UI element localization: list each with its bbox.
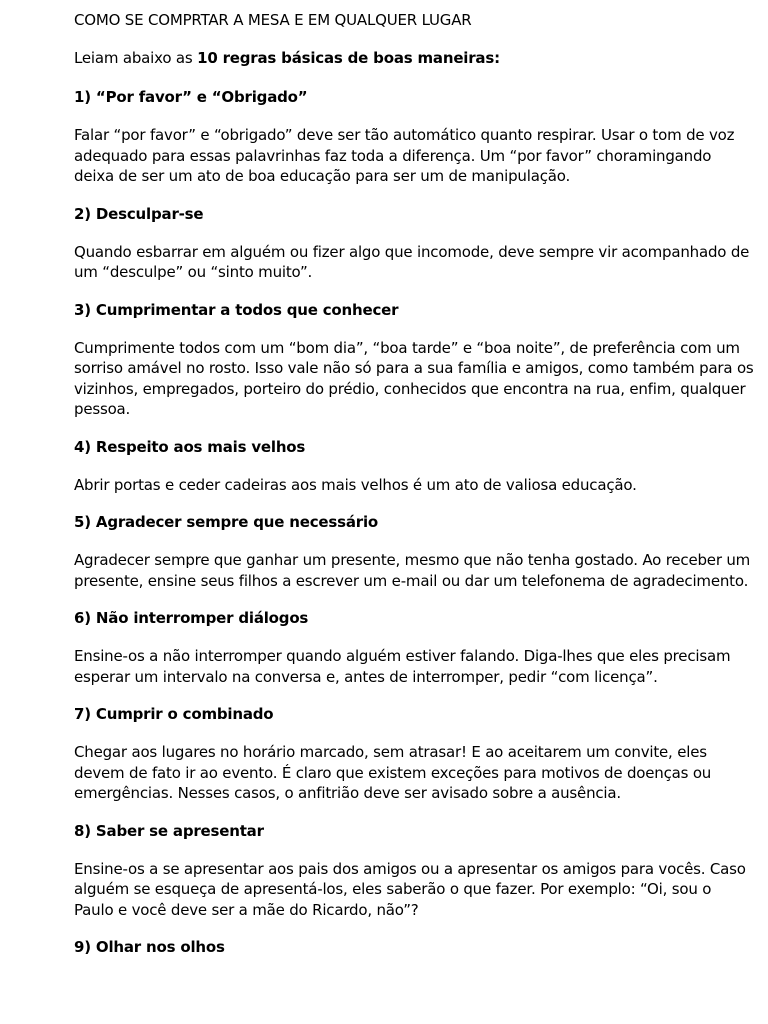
section-5	[74, 512, 754, 591]
section-heading: 8) Saber se apresentar	[74, 821, 264, 840]
section-8	[74, 821, 754, 921]
section-paragraph: Falar “por favor” e “obrigado” deve ser tão automático quanto respirar. Usar o tom de voz adequado para essas palavrinhas faz toda a diferença. Um “por favor” choramingando deixa de ser um ato de boa educação para ser um de manipulação.	[74, 126, 735, 185]
section-9	[74, 937, 754, 957]
section-heading: 9) Olhar nos olhos	[74, 938, 225, 956]
intro-text	[74, 48, 754, 68]
intro-bold: 10 regras básicas de boas maneiras:	[197, 49, 500, 67]
section-heading: 6) Não interromper diálogos	[74, 609, 309, 627]
section-paragraph: Quando esbarrar em alguém ou fizer algo que incomode, deve sempre vir acompanhado de um “desculpe” ou “sinto muito”.	[74, 242, 750, 281]
section-paragraph: Cumprimente todos com um “bom dia”, “boa tarde” e “boa noite”, de preferência com um sorriso amável no rosto. Isso vale não só para a sua família e amigos, como também para os vizinhos, empregados, porteiro do prédio, conhecidos que encontra na rua, enfim, qualquer pessoa.	[74, 338, 754, 418]
section-heading: 5) Agradecer sempre que necessário	[74, 513, 378, 531]
document-title: COMO SE COMPRTAR A MESA E EM QUALQUER LUGAR	[74, 11, 472, 29]
section-heading: 1) “Por favor” e “Obrigado”	[74, 88, 308, 106]
section-6	[74, 608, 754, 687]
section-paragraph: Agradecer sempre que ganhar um presente, mesmo que não tenha gostado. Ao receber um presente, ensine seus filhos a escrever um e-mail ou dar um telefonema de agradecimento.	[74, 551, 751, 590]
section-heading: 3) Cumprimentar a todos que conhecer	[74, 300, 399, 319]
section-heading: 7) Cumprir o combinado	[74, 705, 274, 723]
section-heading: 4) Respeito aos mais velhos	[74, 437, 306, 456]
section-heading: 2) Desculpar-se	[74, 204, 204, 223]
section-4	[74, 437, 754, 496]
document-page	[74, 10, 754, 975]
section-paragraph: Ensine-os a se apresentar aos pais dos amigos ou a apresentar os amigos para vocês. Caso alguém se esqueça de apresentá-los, eles saberão o que fazer. Por exemplo: “Oi, sou o Paulo e você deve ser a mãe do Ricardo, não”?	[74, 859, 746, 919]
section-7	[74, 704, 754, 804]
section-paragraph: Chegar aos lugares no horário marcado, sem atrasar! E ao aceitarem um convite, eles devem de fato ir ao evento. É claro que existem exceções para motivos de doenças ou emergências. Nesses casos, o anfitrião deve ser avisado sobre a ausência.	[74, 743, 712, 802]
section-3	[74, 300, 754, 420]
section-2	[74, 204, 754, 283]
section-1	[74, 87, 754, 187]
section-paragraph: Abrir portas e ceder cadeiras aos mais velhos é um ato de valiosa educação.	[74, 475, 637, 494]
section-paragraph: Ensine-os a não interromper quando alguém estiver falando. Diga-lhes que eles precisam esperar um intervalo na conversa e, antes de interromper, pedir “com licença”.	[74, 647, 731, 686]
intro-prefix: Leiam abaixo as	[74, 49, 198, 67]
